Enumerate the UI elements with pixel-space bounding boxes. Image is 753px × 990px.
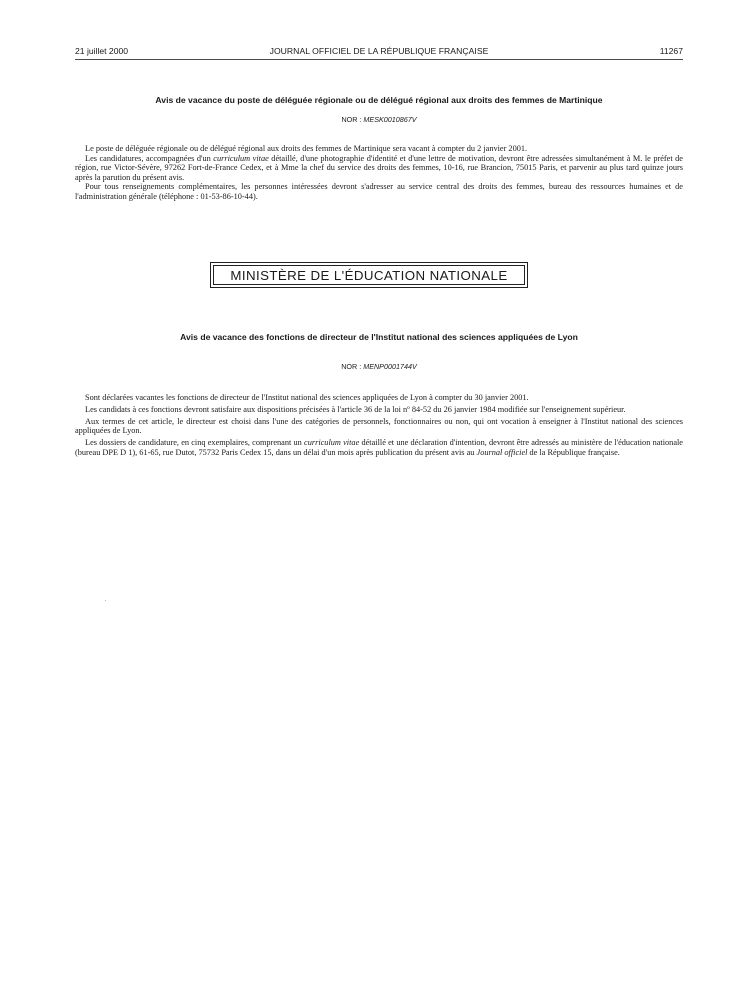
- header-page-number: 11267: [659, 46, 683, 56]
- paragraph: [75, 438, 683, 457]
- nor-code: MENP0001744V: [363, 362, 417, 371]
- nor-code: MESK0010867V: [363, 115, 417, 124]
- paragraph: Pour tous renseignements complémentaires, les personnes intéressées devront s'adresser au service central des droits des femmes, bureau des ressources humaines et de l'administration générale (téléphone : 01-53-86-10-44).: [75, 182, 683, 201]
- italic-run: curriculum vitae: [304, 437, 360, 447]
- notice-2-body: [75, 393, 683, 457]
- text-run: détaillé et une déclaration d'intention, devront être adressés au ministère de l'éducation nationale (bureau DPE D 1), 61-65, rue Dutot, 75732 Paris Cedex 15, dans un délai d'un mois après publication du présent avis au: [75, 437, 683, 457]
- notice-1-title: Avis de vacance du poste de déléguée régionale ou de délégué régional aux droits des femmes de Martinique: [155, 95, 603, 105]
- header-journal-title: JOURNAL OFFICIEL DE LA RÉPUBLIQUE FRANÇAISE: [269, 46, 489, 56]
- text-run: Les candidatures, accompagnées d'un: [85, 153, 214, 163]
- page-header: [75, 46, 683, 60]
- notice-2-title: Avis de vacance des fonctions de directeur de l'Institut national des sciences appliquées de Lyon: [180, 332, 578, 342]
- paragraph: Aux termes de cet article, le directeur est choisi dans l'une des catégories de personnels, fonctionnaires ou non, qui ont vocation à enseigner à l'Institut national des sciences appliquées de Lyon.: [75, 416, 683, 436]
- header-date: 21 juillet 2000: [75, 46, 129, 56]
- text-run: de la République française.: [527, 447, 620, 457]
- paragraph: Les candidats à ces fonctions devront satisfaire aux dispositions précisées à l'article 36 de la loi nº 84-52 du 26 janvier 1984 modifiée sur l'enseignement supérieur.: [85, 404, 626, 414]
- text-run: détaillé, d'une photographie d'identité et d'une lettre de motivation, devront être adressées simultanément à M. le préfet de région, rue Victor-Sévère, 97262 Fort-de-France Cedex, et à Mme la chef du service des droits des femmes, 10-16, rue Brancion, 75015 Paris, et parvenir au plus tard quinze jours après la parution du présent avis.: [75, 153, 683, 182]
- nor-label: NOR :: [341, 115, 362, 124]
- text-run: Les dossiers de candidature, en cinq exemplaires, comprenant un: [85, 437, 305, 447]
- scan-speck: [105, 600, 106, 601]
- header-rule: [75, 59, 683, 60]
- ministry-heading: MINISTÈRE DE L'ÉDUCATION NATIONALE: [230, 268, 508, 283]
- notice-2-nor: [75, 362, 683, 371]
- notice-1-nor: [75, 115, 683, 124]
- paragraph: Le poste de déléguée régionale ou de délégué régional aux droits des femmes de Martinique sera vacant à compter du 2 janvier 2001.: [85, 144, 528, 153]
- italic-run: Journal officiel: [476, 447, 528, 457]
- paragraph: [75, 154, 683, 183]
- notice-1-body: [75, 144, 683, 202]
- paragraph: Sont déclarées vacantes les fonctions de directeur de l'Institut national des sciences appliquées de Lyon à compter du 30 janvier 2001.: [85, 393, 529, 402]
- italic-run: curriculum vitae: [213, 153, 269, 163]
- nor-label: NOR :: [341, 362, 362, 371]
